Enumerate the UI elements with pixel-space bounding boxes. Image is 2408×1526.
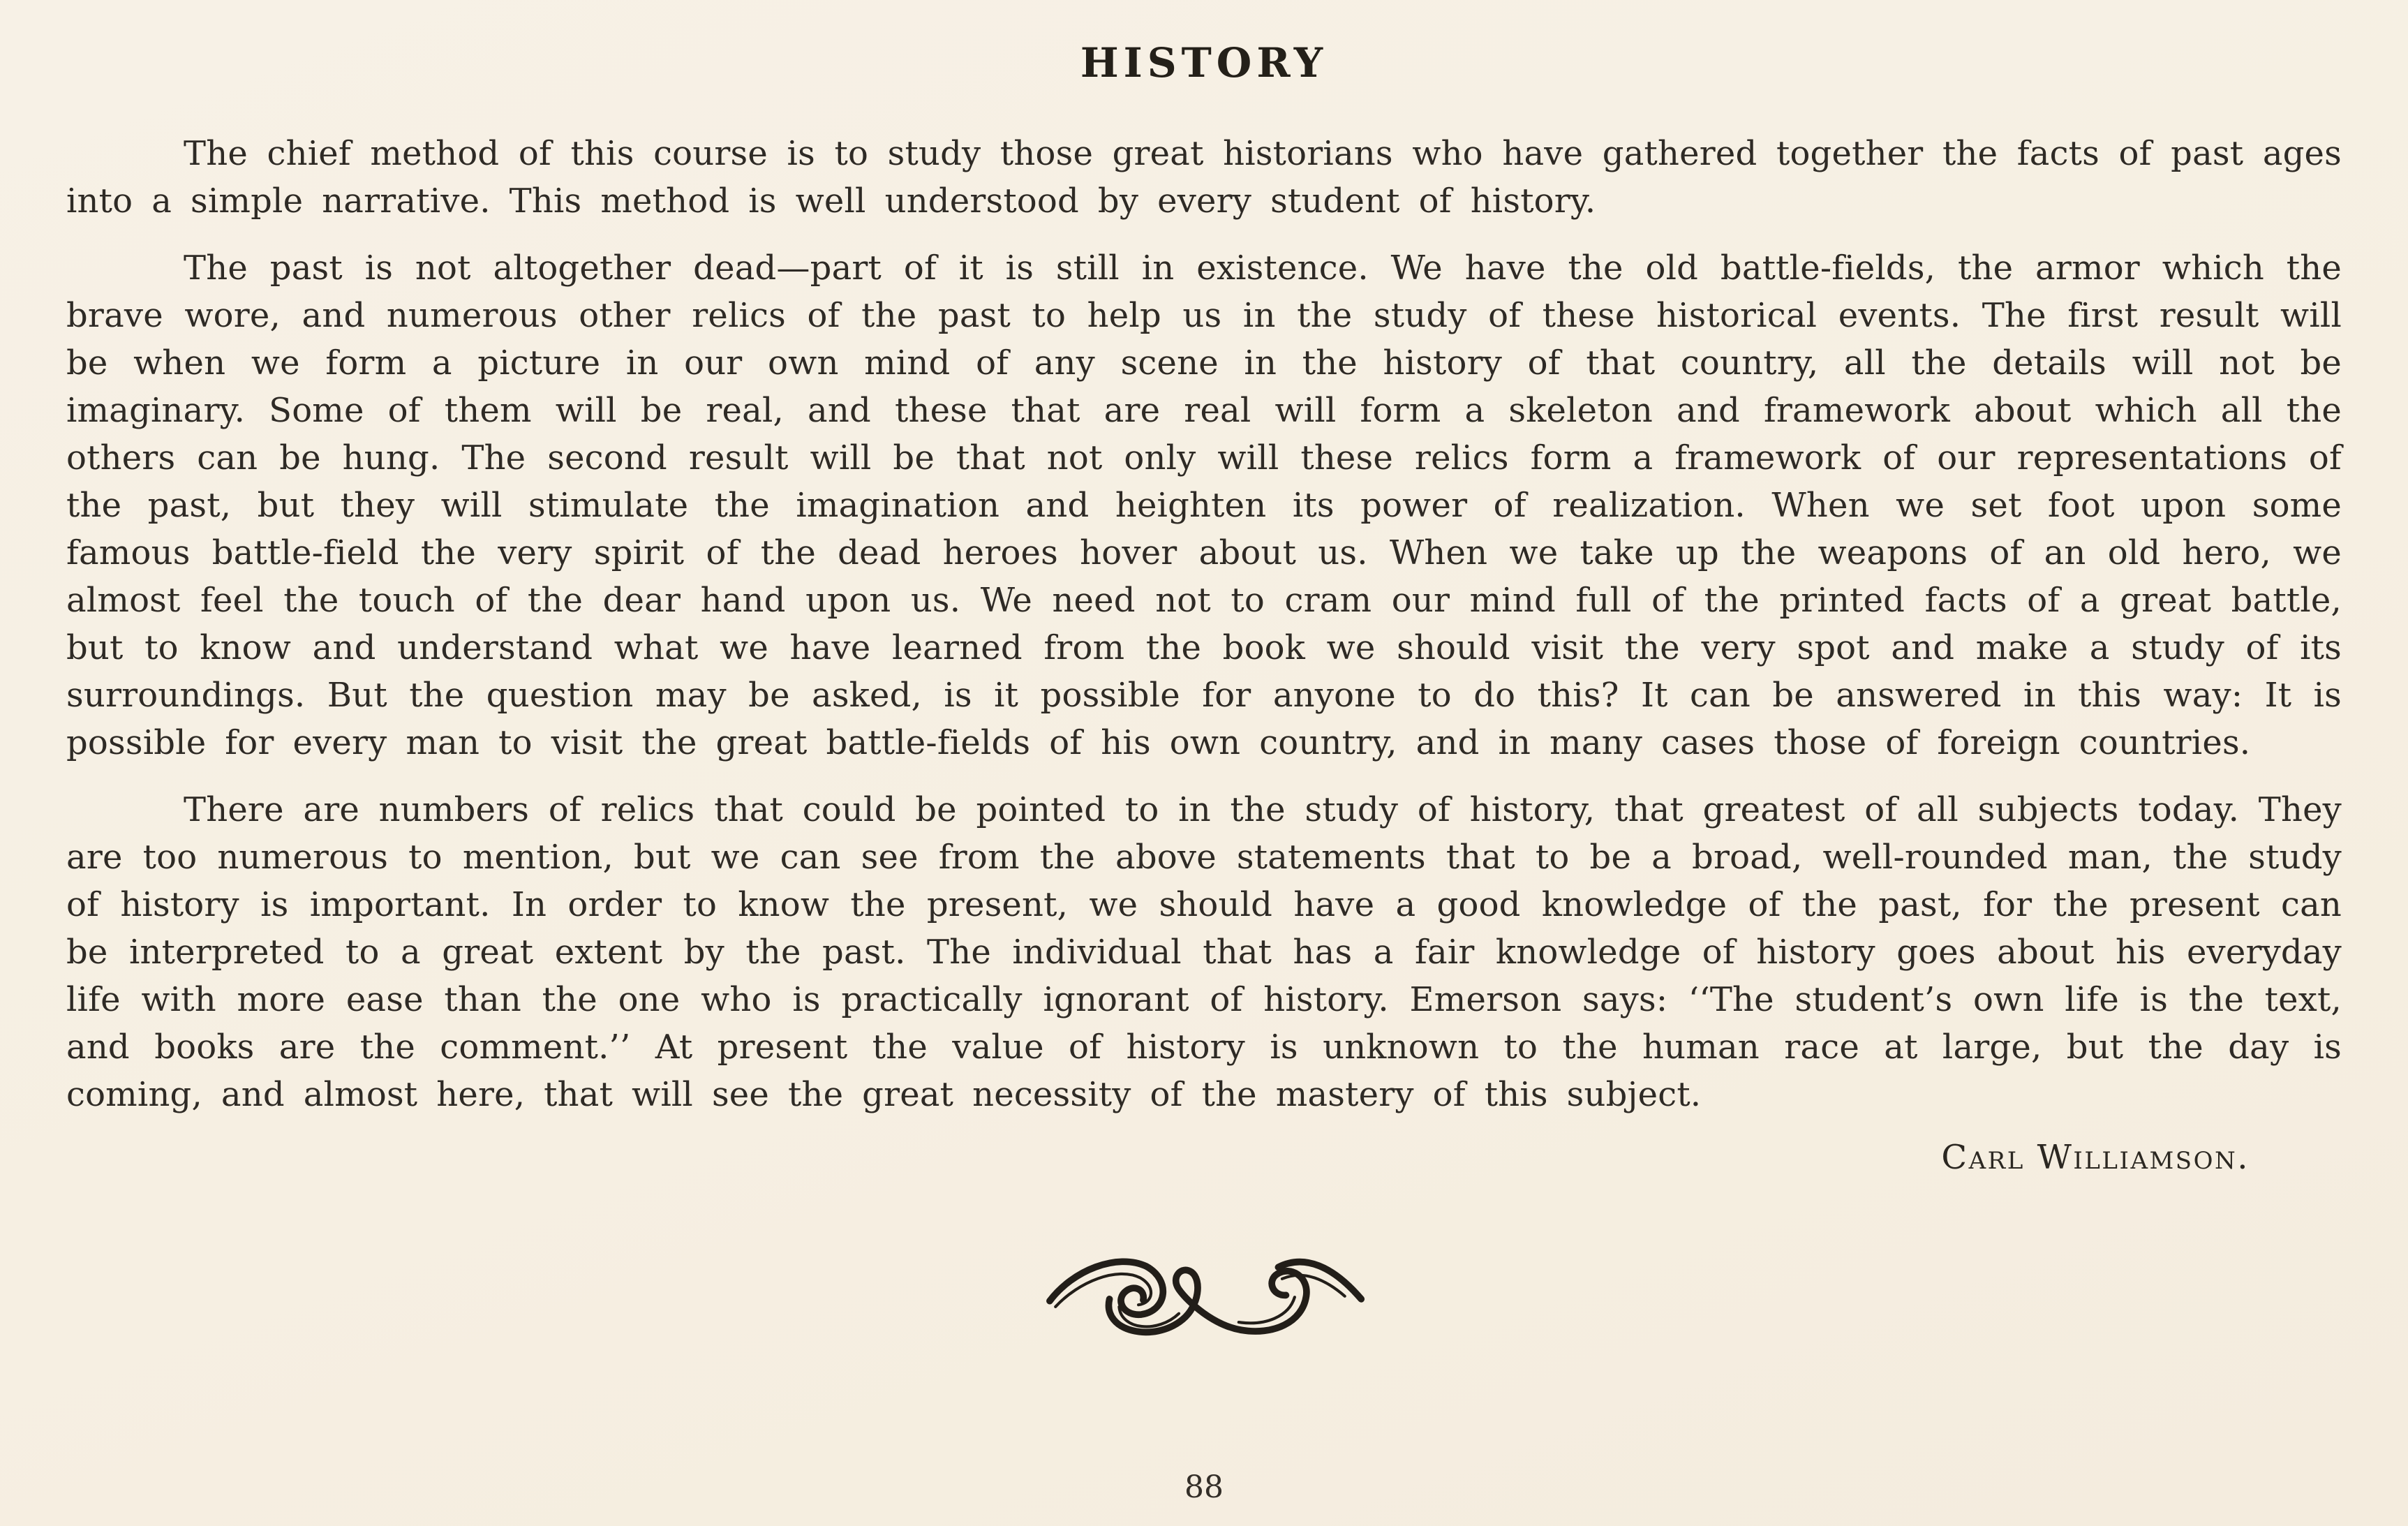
paragraph-1: The chief method of this course is to study those great historians who have gathered together the facts of past ages into a simple narrative. This method is well understood by every student of history. (66, 134, 2342, 221)
paragraph-3: There are numbers of relics that could be pointed to in the study of history, that greatest of all subjects today. They are too numerous to mention, but we can see from the above statements that to be a broad, well-rounded man, the study of history is important. In order to know the present, we should have a good knowledge of the past, for the present can be interpreted to a great extent by the past. The individual that has a fair knowledge of history goes about his everyday life with more ease than the one who is practically ignorant of history. Emerson says: ‘‘The student’s own life is the text, and books are the comment.’’ At present the value of history is unknown to the human race at large, but the day is coming, and almost here, that will see the great necessity of the mastery of this subject. (66, 790, 2342, 1114)
page-title: HISTORY (1080, 39, 1328, 87)
author-signature: Carl Williamson. (1941, 1138, 2250, 1177)
paragraph-2: The past is not altogether dead—part of it is still in existence. We have the old battle-fields, the armor which the brave wore, and numerous other relics of the past to help us in the study of these historical events. The first result will be when we form a picture in our own mind of any scene in the history of that country, all the details will not be imaginary. Some of them will be real, and these that are real will form a skeleton and framework about which all the others can be hung. The second result will be that not only will these relics form a framework of our representations of the past, but they will stimulate the imagination and heighten its power of realization. When we set foot upon some famous battle-field the very spirit of the dead heroes hover about us. When we take up the weapons of an old hero, we almost feel the touch of the dear hand upon us. We need not to cram our mind full of the printed facts of a great battle, but to know and understand what we have learned from the book we should visit the very spot and make a study of its surroundings. But the question may be asked, is it possible for anyone to do this? It can be answered in this way: It is possible for every man to visit the great battle-fields of his own country, and in many cases those of foreign countries. (66, 249, 2342, 762)
swirl-flourish-ornament (66, 1241, 2342, 1350)
page-number: 88 (1184, 1469, 1224, 1505)
